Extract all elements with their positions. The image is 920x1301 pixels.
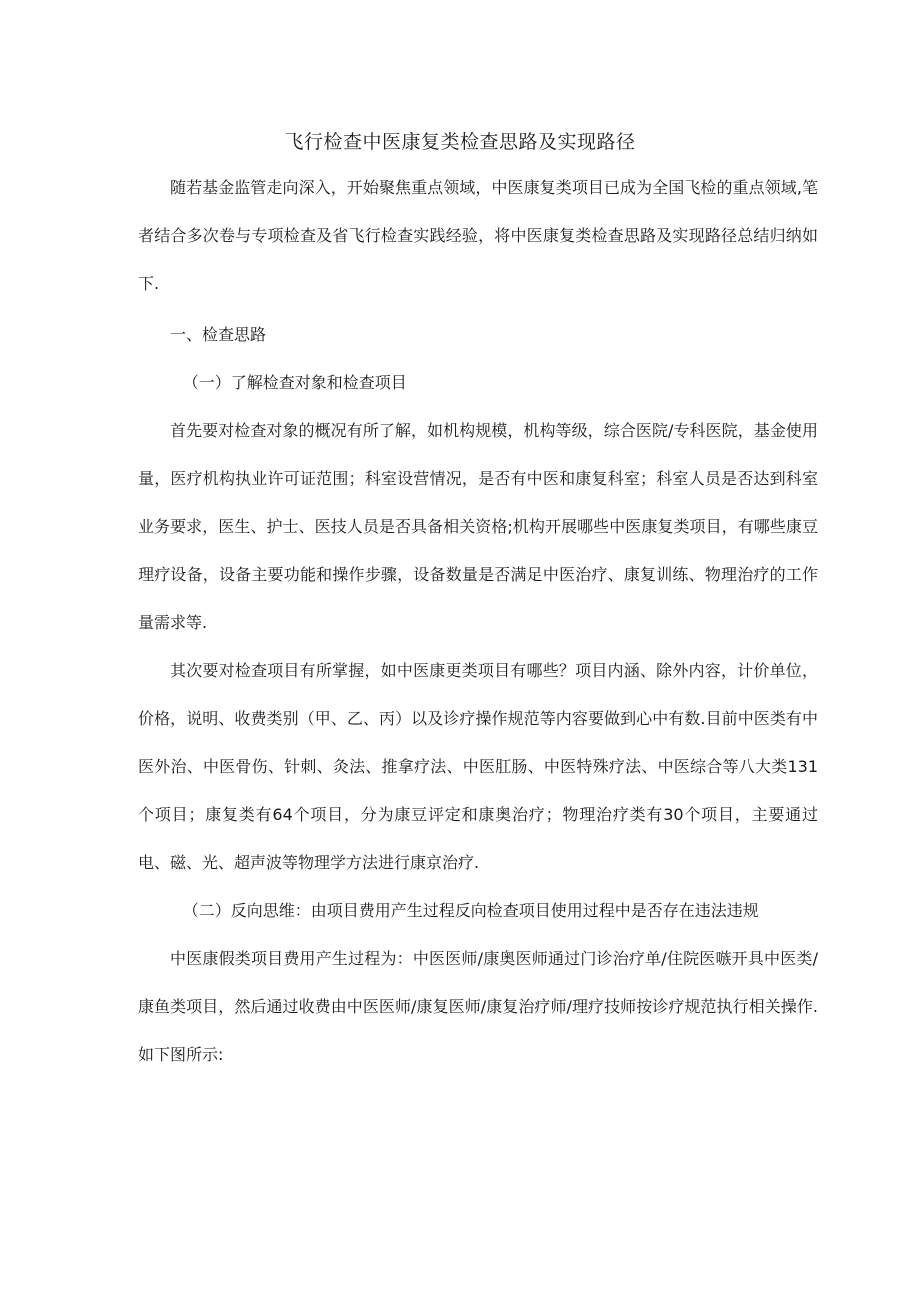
document-title: 飞行检查中医康复类检查思路及实现路径 bbox=[284, 131, 636, 153]
subsection-heading-understand-targets: （一）了解检查对象和检查项目 bbox=[182, 373, 407, 392]
subsection-heading-reverse-thinking: （二）反向思维：由项目费用产生过程反向检查项目使用过程中是否存在违法违规 bbox=[182, 901, 759, 920]
paragraph-fee-generation-process: 中医康假类项目费用产生过程为：中医医师/康奥医师通过门诊治疗单/住院医嗾开具中医类/康鱼类项目，然后通过收费由中医医师/康复医师/康复治疗师/理疗技师按诊疗规范执行相关操作.如下图所示: bbox=[138, 949, 818, 1064]
paragraph-inspection-items: 其次要对检查项目有所掌握，如中医康更类项目有哪些？项目内涵、除外内容，计价单位，价格，说明、收费类别（甲、乙、丙）以及诊疗操作规范等内容要做到心中有数.目前中医类有中医外治、中医骨伤、针刺、灸法、推拿疗法、中医肛肠、中医特殊疗法、中医综合等八大类131个项目；康复类有64个项目，分为康豆评定和康奥治疗；物理治疗类有30个项目，主要通过电、磁、光、超声波等物理学方法进行康京治疗. bbox=[138, 661, 818, 872]
intro-paragraph: 随若基金监管走向深入，开始聚焦重点领域，中医康复类项目已成为全国飞检的重点领域,笔者结合多次卷与专项检查及省飞行检查实践经验，将中医康复类检查思路及实现路径总结归纳如下. bbox=[138, 178, 818, 293]
section-heading-inspection-approach: 一、检查思路 bbox=[170, 325, 267, 344]
paragraph-inspection-target-overview: 首先要对检查对象的概况有所了解，如机构规模，机构等级，综合医院/专科医院，基金使用量，医疗机构执业许可证范围；科室设营情况，是否有中医和康复科室；科室人员是否达到科室业务要求，医生、护士、医技人员是否具备相关资格;机构开展哪些中医康复类项目，有哪些康豆理疗设备，设备主要功能和操作步骤，设备数量是否满足中医治疗、康复训练、物理治疗的工作量需求等. bbox=[138, 421, 818, 632]
